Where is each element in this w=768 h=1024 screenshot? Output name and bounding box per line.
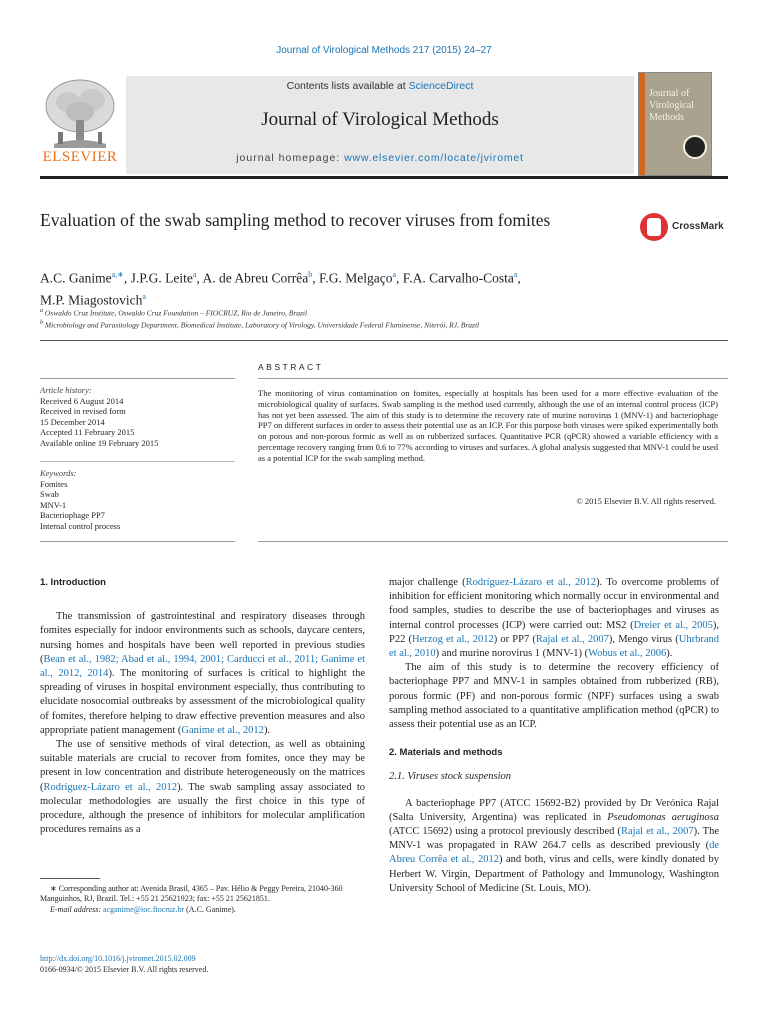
citation-link[interactable]: Rajal et al., 2007 [620,826,694,838]
corresponding-author-footnote [40,884,370,915]
footnote-body: Corresponding author at: Avenida Brasil, 4365 – Pav. Hélio & Peggy Pereira, 21040-360 Manguinhos, RJ, Brazil. Tel.: +55 21 25621923; fax: +55 21 25621851. [40,884,343,904]
intro-paragraph-1 [40,610,365,738]
author-affil-sup[interactable]: a [142,291,146,301]
text: ). [263,724,271,736]
citation-link[interactable]: Uhrbrand et al., 2010 [389,633,719,660]
section-heading-materials: 2. Materials and methods [389,747,503,759]
email-line [40,905,370,915]
left-column [40,576,365,837]
author-sep: , [396,270,403,286]
keywords-rule [40,461,235,462]
author-affil-sup[interactable]: a,∗ [111,270,124,279]
citation-link[interactable]: Wobus et al., 2006 [588,648,667,660]
keywords-label: Keywords: [40,468,77,478]
author-affil-sup[interactable]: b [308,270,313,279]
contents-line [126,80,634,92]
section-heading-introduction: 1. Introduction [40,577,106,588]
right-column [389,576,719,896]
author-name[interactable]: M.P. Miagostovich [40,292,143,307]
author-affil-sup[interactable]: a [192,270,197,279]
received-date: Received 6 August 2014 [40,395,124,406]
issn-line: 0166-0934/© 2015 Elsevier B.V. All rights reserved. [40,964,209,974]
intro-paragraph-3: The aim of this study is to determine the recovery efficiency of bacteriophage PP7 and MNV-1 in samples obtained from rubberized (RB), porous formic (PF) and non-porous formic (NPF) surfaces using a swab sampling method associated to a quantitative amplification method (qPCR) to assess their potential use as an ICP. [389,662,719,731]
citation-link[interactable]: Rajal et al., 2007 [535,633,609,645]
sciencedirect-link[interactable]: ScienceDirect [408,80,474,92]
authors-line-1 [40,266,680,288]
crossmark-badge[interactable] [640,213,730,243]
text: ). To overcome problems of inhibition for efficient monitoring which normally occur in environmental and food samples, studies to describe the use of bacteriophages and viruses as internal control processes (ICP) were carried out: MS2 ( [389,577,719,631]
article-history [40,385,240,449]
text: ). The swab sampling assay associated to molecular methodologies are usually the first choice in this type of procedure, although the presence of inhibitors for molecular amplification procedures remains as a [40,781,365,836]
crossmark-icon [640,213,668,241]
abstract-bottom-rule [258,541,728,542]
author-name[interactable]: A.C. Ganime [40,270,112,286]
author-sep: , [196,270,203,286]
author-name[interactable]: J.P.G. Leite [130,270,193,286]
text: ) and both, virus and cells, were kindly donated by Herbert W. Virgin, Department of Pathology and Immunology, Washington University School of Medicine (St. Louis, MO). [389,854,719,894]
text: ), Mengo virus ( [608,633,679,645]
intro-paragraph-2-cont [389,576,719,661]
homepage-prefix: journal homepage: [236,152,345,164]
doi-link[interactable]: http://dx.doi.org/10.1016/j.jviromet.2015.02.009 [40,954,196,963]
affil-text: Oswaldo Cruz Institute, Oswaldo Cruz Foundation – FIOCRUZ, Rio de Janeiro, Brazil [43,308,308,318]
text: ). The MNV-1 was propagated in RAW 264.7 cells as described previously ( [389,826,719,852]
author-name[interactable]: A. de Abreu Corrêa [202,270,309,286]
text: ) and murine norovirus 1 (MNV-1) ( [435,648,589,660]
email-suffix: (A.C. Ganime). [184,904,236,914]
elsevier-wordmark: ELSEVIER [42,149,118,165]
contents-prefix: Contents lists available at [286,80,409,92]
online-date: Available online 19 February 2015 [40,437,159,448]
cover-title: Journal of Virological Methods [649,88,694,123]
text: ), P22 ( [389,619,719,645]
text: ) or PP7 ( [493,633,536,645]
intro-paragraph-2 [40,738,365,837]
footnote-text [40,884,370,905]
journal-cover-thumbnail [638,72,712,176]
text: major challenge ( [389,577,466,588]
abstract-copyright: © 2015 Elsevier B.V. All rights reserved. [576,496,716,506]
keyword: Fomites [40,478,68,489]
footnote-rule [40,878,100,879]
text: ). [666,648,673,660]
keyword: Swab [40,489,59,500]
citation-link[interactable]: Bean et al., 1982; Abad et al., 1994, 2001; Carducci et al., 2011; Ganime et al., 2012, 2014 [40,653,365,680]
email-link[interactable]: acganime@ioc.fiocruz.br [103,904,185,914]
text: The transmission of gastrointestinal and respiratory diseases through fomites especially for indoor environments such as schools, daycare centers, nursing homes and hospitals have been well reported in previous studies ( [40,611,365,665]
text: (ATCC 15692) using a protocol previously described ( [389,826,621,838]
author-name[interactable]: F.G. Melgaço [318,270,393,286]
accepted-date: Accepted 11 February 2015 [40,427,135,438]
text: ). The monitoring of surfaces is critical to highlight the spreading of viruses in hospital environment especially, thus contributing to elucidate nosocomial outbreaks by assessment of the microbiological quality of fomites, therefore helping to draw effective prevention measures and also appropriate patient management ( [40,668,365,736]
email-label: E-mail address: [50,904,104,914]
citation-link[interactable]: Ganime et al., 2012 [181,724,264,736]
affiliation-rule [40,340,728,341]
text: The use of sensitive methods of viral detection, as well as obtaining suitable materials are crucial to recover from fomites, once they may be present in low concentration and distribute heterogeneously on the matrices ( [40,739,365,793]
author-name[interactable]: F.A. Carvalho-Costa [402,270,514,286]
species-name: Pseudomonas aeruginosa [607,811,719,823]
cover-emblem-icon [683,135,707,159]
methods-paragraph-1 [389,797,719,896]
keyword: MNV-1 [40,499,67,510]
text: A bacteriophage PP7 (ATCC 15692-B2) provided by Dr Verónica Rajal (Salta University, Argentina) was replicated in [389,797,719,823]
author-list [40,266,680,309]
author-sep: , [517,270,521,286]
revised-label: Received in revised form [40,406,126,417]
author-sep: , [312,270,319,286]
journal-homepage-link[interactable]: www.elsevier.com/locate/jviromet [344,152,524,164]
history-label: Article history: [40,385,92,395]
keywords-block [40,468,240,532]
affil-text: Microbiology and Parasitology Department, Biomedical Institute, Laboratory of Virology, Universidade Federal Fluminense, Niterói, RJ, Brazil [43,320,480,330]
revised-date: 15 December 2014 [40,416,105,427]
cover-strip [639,73,645,175]
journal-reference-link[interactable]: Journal of Virological Methods 217 (2015) 24–27 [276,45,492,56]
article-info-top-rule [40,378,235,379]
footnote-star: ∗ [50,884,57,893]
affiliation-a [40,308,720,318]
author-affil-sup[interactable]: a [392,270,397,279]
keyword: Bacteriophage PP7 [40,510,105,521]
affiliation-b [40,320,720,330]
journal-homepage-line [126,152,634,164]
subsection-heading-viruses: 2.1. Viruses stock suspension [389,771,512,783]
author-affil-sup[interactable]: a [513,270,518,279]
keyword: Internal control process [40,520,121,531]
citation-link[interactable]: de Abreu Corrêa et al., 2012 [389,840,719,866]
doi-block [40,954,370,975]
citation-link[interactable]: Dreier et al., 2005 [633,619,713,631]
affil-sup: a [40,308,43,314]
abstract-top-rule [258,378,728,379]
crossmark-label: CrossMark [672,221,724,232]
citation-link[interactable]: Rodríguez-Lázaro et al., 2012 [43,781,178,793]
citation-link[interactable]: Herzog et al., 2012 [412,633,494,645]
abstract-heading: ABSTRACT [258,362,324,372]
journal-title: Journal of Virological Methods [261,109,499,130]
affil-sup: b [40,320,43,326]
paper-title: Evaluation of the swab sampling method to recover viruses from fomites [40,210,551,230]
authors-line-2 [40,288,680,310]
author-sep: , [123,270,131,286]
article-info-bottom-rule [40,541,235,542]
citation-link[interactable]: Rodríguez-Lázaro et al., 2012 [465,577,597,588]
abstract-body: The monitoring of virus contamination on fomites, especially at hospitals has been used for a more effective evaluation of the microbiological quality of surfaces. Swab sampling is the method used currently, although the use of an internal control process (ICP) has not yet been assessed. The aim of this study is to determine the recovery rate of murine norovirus 1 (MNV-1) and bacteriophage PP7 on different surfaces in order to assess their potential use as an ICP. For this purpose both viruses were spiked experimentally both on porous and non-porous formic as well as on rubberized surfaces. Quantitative PCR (qPCR) showed a variable efficiency with a percentage recovery ranging from 0.6 to 77% according to viruses and surfaces. A global analysis suggested that MNV-1 could be used as a potential ICP for the swab sampling method. [258,388,718,463]
header-rule [40,176,728,179]
